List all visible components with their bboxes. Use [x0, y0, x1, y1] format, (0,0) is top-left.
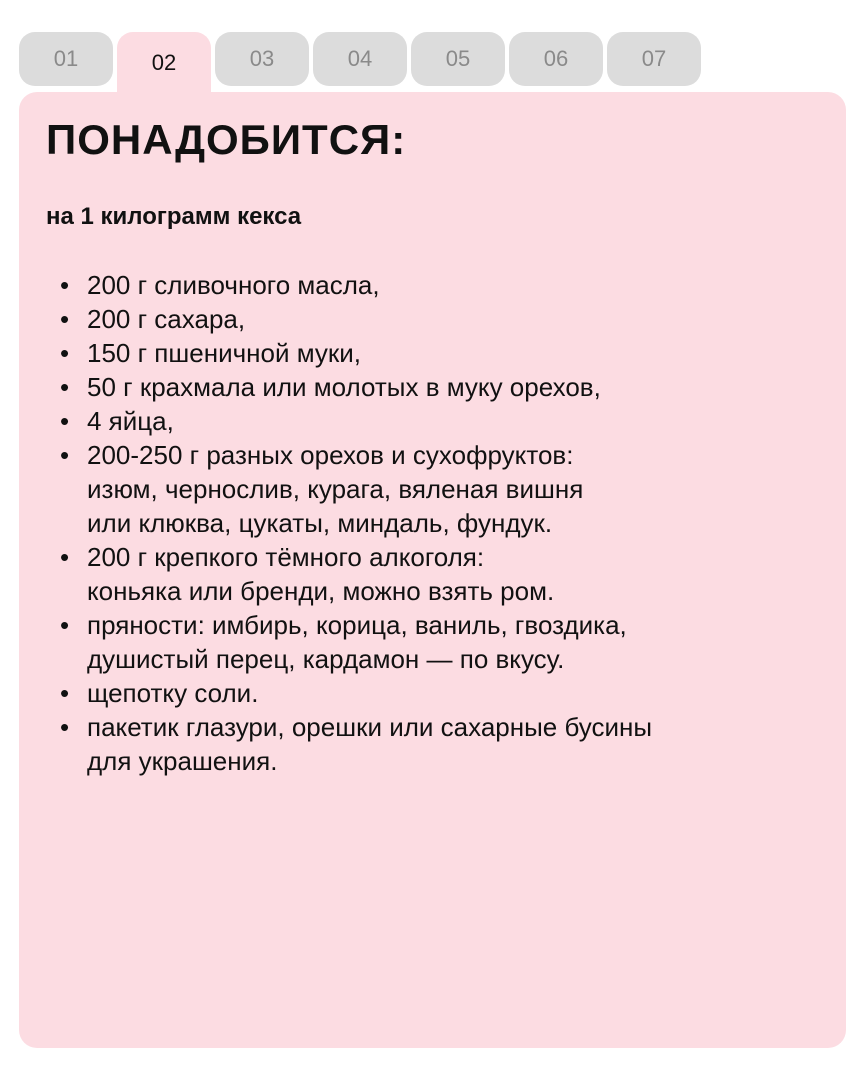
list-item-text: 200 г сливочного масла, — [87, 270, 380, 300]
bullet: • — [60, 304, 70, 334]
list-item — [60, 710, 819, 778]
list-item-text: для украшения. — [87, 746, 278, 776]
bullet: • — [60, 610, 70, 640]
list-item-text: 200 г крепкого тёмного алкоголя: — [87, 542, 485, 572]
list-item — [60, 676, 819, 710]
list-item — [60, 540, 819, 608]
list-item-text: 200 г сахара, — [87, 304, 246, 334]
list-item-text: 200-250 г разных орехов и сухофруктов: — [87, 440, 574, 470]
list-item-text: пряности: имбирь, корица, ваниль, гвоздика, — [87, 610, 627, 640]
list-item-text: щепотку соли. — [87, 678, 259, 708]
bullet: • — [60, 440, 70, 470]
bullet: • — [60, 406, 70, 436]
bullet: • — [60, 372, 70, 402]
step-tabs — [19, 32, 701, 94]
bullet: • — [60, 542, 70, 572]
list-item — [60, 438, 819, 540]
list-item-text: душистый перец, кардамон — по вкусу. — [87, 644, 565, 674]
tab-07[interactable]: 07 — [607, 32, 701, 86]
list-item — [60, 404, 819, 438]
tab-02[interactable]: 02 — [117, 32, 211, 94]
bullet: • — [60, 678, 70, 708]
card-subtitle: на 1 килограмм кекса — [46, 203, 302, 230]
tab-03[interactable]: 03 — [215, 32, 309, 86]
tab-04[interactable]: 04 — [313, 32, 407, 86]
ingredients-card — [19, 92, 846, 1048]
list-item — [60, 336, 819, 370]
card-title: ПОНАДОБИТСЯ: — [46, 116, 407, 163]
list-item-text: коньяка или бренди, можно взять ром. — [87, 576, 555, 606]
list-item-text: 4 яйца, — [87, 406, 174, 436]
tab-05[interactable]: 05 — [411, 32, 505, 86]
list-item-text: пакетик глазури, орешки или сахарные бусины — [87, 712, 653, 742]
bullet: • — [60, 712, 70, 742]
bullet: • — [60, 338, 70, 368]
list-item — [60, 608, 819, 676]
list-item-text: изюм, чернослив, курага, вяленая вишня — [87, 474, 584, 504]
list-item-text: 150 г пшеничной муки, — [87, 338, 361, 368]
list-item — [60, 370, 819, 404]
list-item — [60, 268, 819, 302]
tab-01[interactable]: 01 — [19, 32, 113, 86]
tab-06[interactable]: 06 — [509, 32, 603, 86]
list-item-text: 50 г крахмала или молотых в муку орехов, — [87, 372, 601, 402]
list-item-text: или клюква, цукаты, миндаль, фундук. — [87, 508, 553, 538]
list-item — [60, 302, 819, 336]
ingredients-list — [46, 268, 819, 778]
bullet: • — [60, 270, 70, 300]
